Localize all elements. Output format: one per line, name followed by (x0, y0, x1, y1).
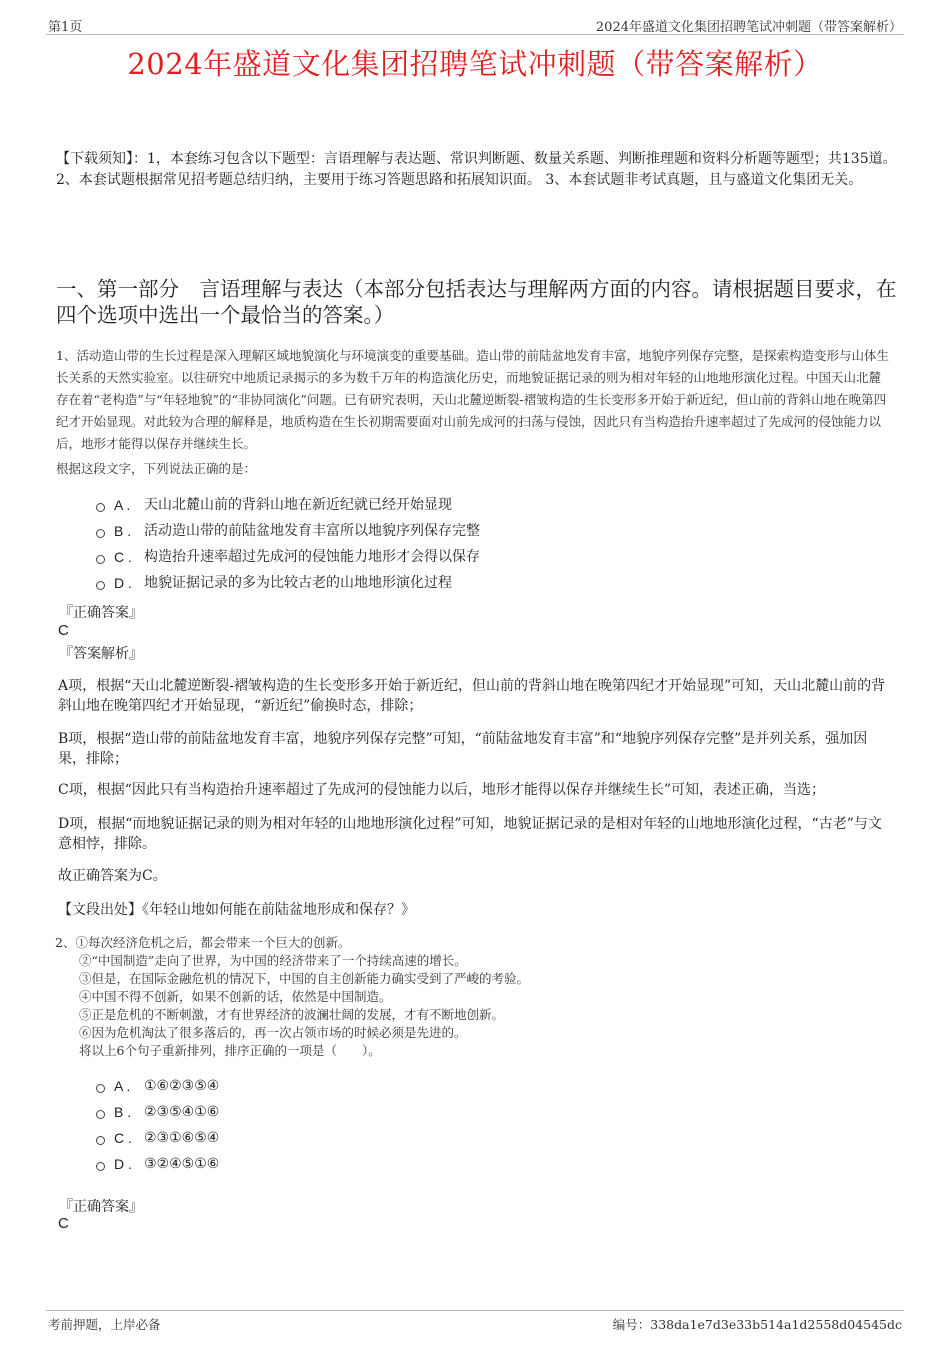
radio-icon[interactable] (96, 581, 105, 590)
document-title: 2024年盛道文化集团招聘笔试冲刺题（带答案解析） (127, 47, 823, 81)
q1-passage: 1、活动造山带的生长过程是深入理解区域地貌演化与环境演变的重要基础。造山带的前陆盆地发育丰富，地貌序列保存完整，是探索构造变形与山体生长关系的天然实验室。以往研究中地质记录揭示的多为数千万年的构造演化历史，而地貌证据记录的则为相对年轻的山地地形演化过程。中国天山北麓存在着“老构造”与“年轻地貌”的“非协同演化”问题。已有研究表明，天山北麓逆断裂-褶皱构造的生长变形多开始于新近纪，但山前的背斜山地在晚第四纪才开始显现。对此较为合理的解释是，地质构造在生长初期需要面对山前先成河的扫荡与侵蚀，因此只有当构造抬升速率超过了先成河的侵蚀能力以后，地形才能得以保存并继续生长。 (56, 348, 889, 451)
radio-icon[interactable] (96, 1162, 105, 1171)
analysis-b: B项，根据“造山带的前陆盆地发育丰富，地貌序列保存完整”可知，“前陆盆地发育丰富”和“地貌序列保存完整”是并列关系，强加因果，排除； (58, 731, 868, 767)
analysis-conclusion: 故正确答案为C。 (58, 868, 167, 884)
q2-stem (55, 934, 529, 1060)
footer-serial: 编号：338da1e7d3e33b514a1d2558d04545dc (612, 1317, 902, 1332)
q1-analysis-label: 『答案解析』 (59, 646, 143, 662)
q2-line: 2、①每次经济危机之后，都会带来一个巨大的创新。 (55, 935, 351, 950)
q2-line: ③但是，在国际金融危机的情况下，中国的自主创新能力确实受到了严峻的考验。 (79, 971, 530, 986)
radio-icon[interactable] (96, 529, 105, 538)
q2-prompt: 将以上6个句子重新排列，排序正确的一项是（ ）。 (79, 1043, 381, 1058)
analysis-a: A项，根据“天山北麓逆断裂-褶皱构造的生长变形多开始于新近纪，但山前的背斜山地在晚第四纪才开始显现”可知，天山北麓山前的背斜山地在晚第四纪才开始显现，“新近纪”偷换时态，排除； (58, 678, 886, 714)
header-doc-title: 2024年盛道文化集团招聘笔试冲刺题（带答案解析） (595, 20, 902, 35)
radio-icon[interactable] (96, 1110, 105, 1119)
radio-icon[interactable] (96, 555, 105, 564)
q2-line: ⑤正是危机的不断刺激，才有世界经济的波澜壮阔的发展，才有不断地创新。 (79, 1007, 505, 1022)
analysis-c: C项，根据“因此只有当构造抬升速率超过了先成河的侵蚀能力以后，地形才能得以保存并继续生长”可知，表述正确，当选； (58, 782, 826, 798)
q1-answer-label: 『正确答案』 (59, 605, 143, 621)
section-title: 一、第一部分 言语理解与表达（本部分包括表达与理解两方面的内容。请根据题目要求，在四个选项中选出一个最恰当的答案。） (56, 277, 897, 327)
q2-answer-label: 『正确答案』 (59, 1199, 143, 1215)
q2-answer: C (58, 1215, 69, 1232)
analysis-d: D项，根据“而地貌证据记录的则为相对年轻的山地地形演化过程”可知，地貌证据记录的是相对年轻的山地地形演化过程，“古老”与文意相悖，排除。 (58, 816, 882, 852)
q1-source: 【文段出处】《年轻山地如何能在前陆盆地形成和保存？》 (58, 902, 415, 918)
q1-prompt: 根据这段文字，下列说法正确的是： (56, 461, 257, 476)
download-notice: 【下载须知】：1，本套练习包含以下题型：言语理解与表达题、常识判断题、数量关系题、判断推理题和资料分析题等题型；共135道。 2、本套试题根据常见招考题总结归纳，主要用于练习答题思路和拓展知识面。 3、本套试题非考试真题，且与盛道文化集团无关。 (56, 151, 897, 188)
radio-icon[interactable] (96, 1136, 105, 1145)
radio-icon[interactable] (96, 503, 105, 512)
footer-slogan: 考前押题，上岸必备 (48, 1317, 161, 1332)
page-header (46, 14, 904, 35)
radio-icon[interactable] (96, 1084, 105, 1093)
q2-line: ④中国不得不创新，如果不创新的话，依然是中国制造。 (79, 989, 392, 1004)
page-number: 第1页 (48, 20, 83, 35)
q1-answer: C (58, 622, 69, 639)
q2-line: ②“中国制造”走向了世界，为中国的经济带来了一个持续高速的增长。 (79, 953, 467, 968)
q2-line: ⑥因为危机淘汰了很多落后的，再一次占领市场的时候必须是先进的。 (79, 1025, 467, 1040)
page-footer (46, 1310, 904, 1333)
